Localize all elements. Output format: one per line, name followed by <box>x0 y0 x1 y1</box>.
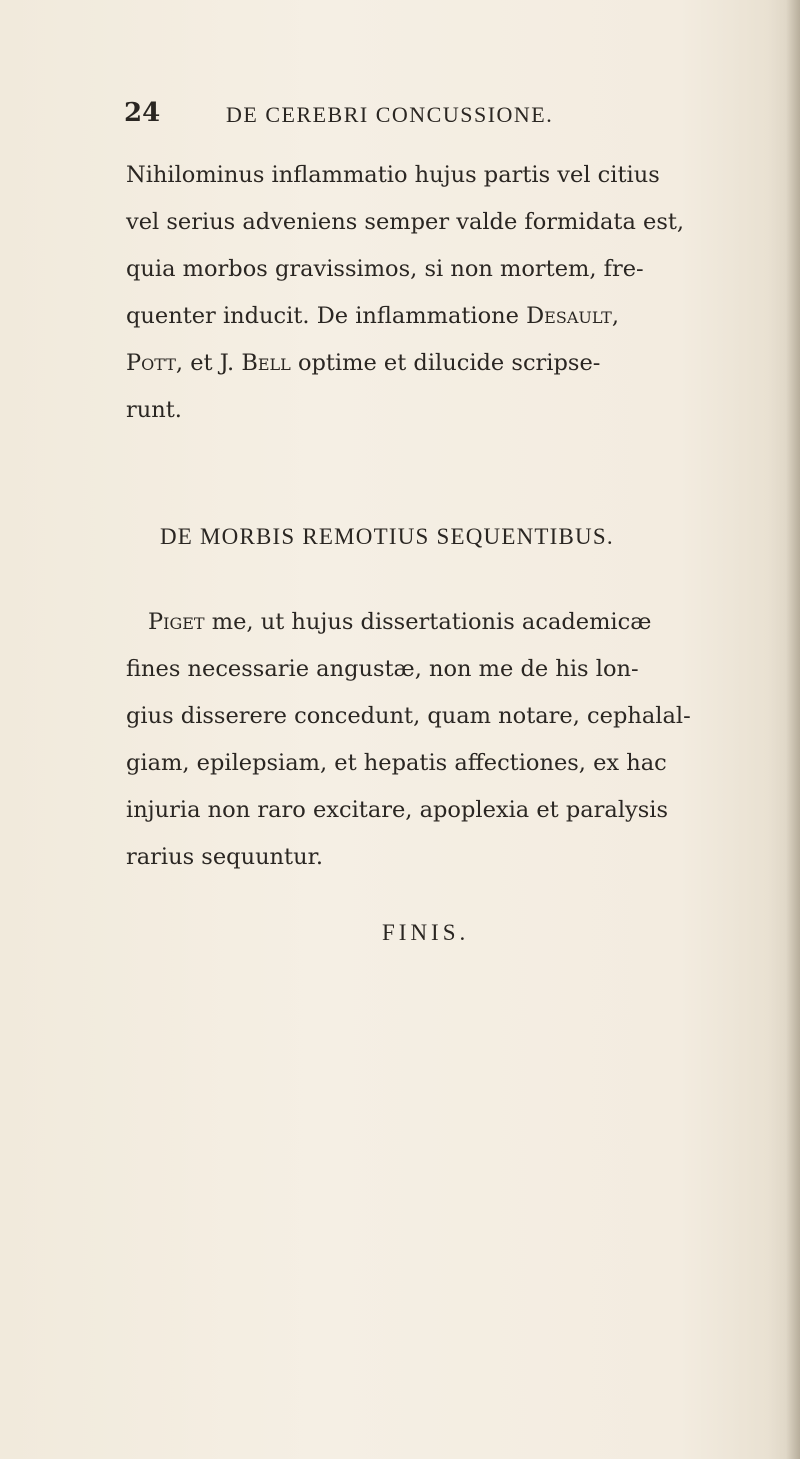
author-name-pott: Pott, <box>126 350 184 376</box>
paragraph-line <box>126 293 786 340</box>
line-text: et J. <box>190 350 235 376</box>
paragraph-line: giam, epilepsiam, et hepatis affectiones, ex hac <box>126 750 667 776</box>
line-text: me, ut hujus dissertationis academicæ <box>211 609 652 635</box>
paragraph-line: quia morbos gravissimos, si non mortem, fre- <box>126 256 644 282</box>
paragraph-line: vel serius adveniens semper valde formidata est, <box>126 209 685 235</box>
paragraph-line <box>126 599 786 646</box>
paragraph-line: Nihilominus inflammatio hujus partis vel citius <box>126 162 660 188</box>
page-number: 24 <box>124 98 161 128</box>
line-text: quenter inducit. De inflammatione <box>126 303 519 329</box>
paragraph-inflammatio <box>126 152 786 434</box>
finis-mark: FINIS. <box>382 920 470 945</box>
running-head-title: DE CEREBRI CONCUSSIONE. <box>226 102 554 127</box>
page-edge-shadow <box>786 0 800 1459</box>
line-text: optime et dilucide scripse- <box>297 350 601 376</box>
author-name-bell: Bell <box>241 350 291 376</box>
author-name-desault: Desault, <box>526 303 620 329</box>
paragraph-line <box>126 340 786 387</box>
paragraph-piget <box>126 599 786 881</box>
paragraph-line: injuria non raro excitare, apoplexia et paralysis <box>126 797 669 823</box>
paragraph-line: gius disserere concedunt, quam notare, cephalal- <box>126 703 691 729</box>
paragraph-line: runt. <box>126 397 182 423</box>
paragraph-line: rarius sequuntur. <box>126 844 324 870</box>
paragraph-line: fines necessarie angustæ, non me de his lon- <box>126 656 639 682</box>
initial-word: Piget <box>148 609 205 635</box>
running-head <box>124 98 684 138</box>
section-heading: DE MORBIS REMOTIUS SEQUENTIBUS. <box>160 524 614 549</box>
